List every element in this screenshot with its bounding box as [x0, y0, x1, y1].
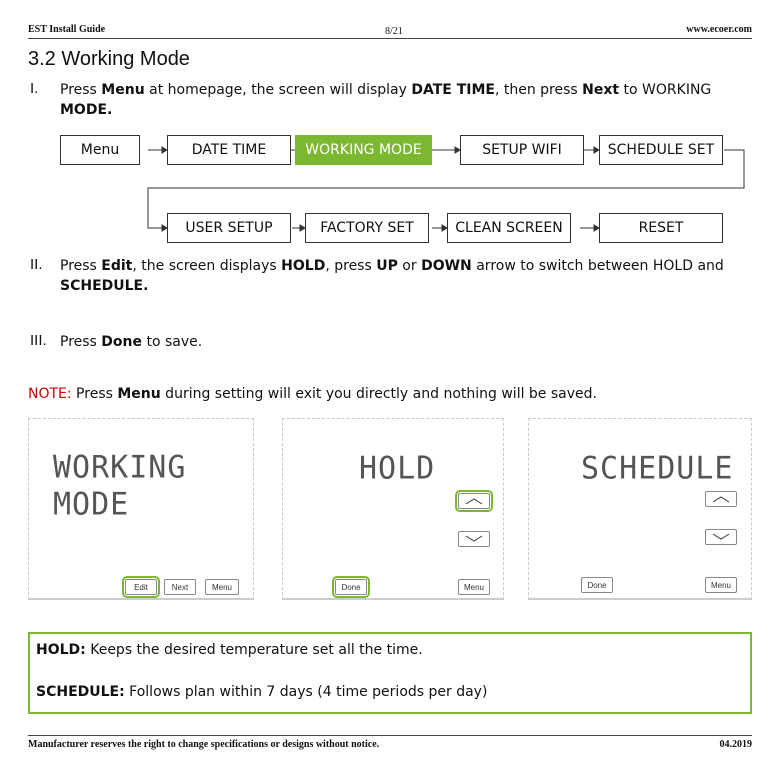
- flow-user-setup: USER SETUP: [167, 213, 291, 243]
- footer-rule: [28, 735, 752, 736]
- footer-date: 04.2019: [719, 739, 752, 750]
- chevron-up-icon: [711, 495, 731, 503]
- done-button[interactable]: Done: [335, 579, 367, 595]
- screen-working-mode: [28, 418, 254, 600]
- header-right: www.ecoer.com: [686, 24, 752, 35]
- down-arrow-button[interactable]: [705, 529, 737, 545]
- section-title: 3.2 Working Mode: [28, 48, 190, 70]
- menu-button[interactable]: Menu: [705, 577, 737, 593]
- flow-factory-set: FACTORY SET: [305, 213, 429, 243]
- screen-schedule: [528, 418, 752, 600]
- step-1-numeral: I.: [30, 80, 39, 97]
- flow-working-mode: WORKING MODE: [295, 135, 432, 165]
- step-3-numeral: III.: [30, 332, 47, 349]
- flow-setup-wifi: SETUP WIFI: [460, 135, 584, 165]
- step-1-text: Press Menu at homepage, the screen will display DATE TIME, then press Next to WORKING MODE.: [60, 82, 712, 118]
- next-button[interactable]: Next: [164, 579, 196, 595]
- step-3-text: Press Done to save.: [60, 334, 203, 350]
- note-label: NOTE:: [28, 386, 72, 402]
- flow-clean-screen: CLEAN SCREEN: [447, 213, 571, 243]
- note: NOTE: Press Menu during setting will exit you directly and nothing will be saved.: [28, 386, 597, 402]
- screen-display-text: HOLD: [359, 450, 436, 487]
- screen-display-text: SCHEDULE: [581, 450, 734, 487]
- step-2-text: Press Edit, the screen displays HOLD, press UP or DOWN arrow to switch between HOLD and SCHEDULE.: [60, 258, 724, 294]
- chevron-up-icon: [464, 497, 484, 505]
- up-arrow-button[interactable]: [705, 491, 737, 507]
- flow-menu: Menu: [60, 135, 140, 165]
- screen-hold: [282, 418, 504, 600]
- done-button[interactable]: Done: [581, 577, 613, 593]
- menu-button[interactable]: Menu: [205, 579, 239, 595]
- step-2-numeral: II.: [30, 256, 43, 273]
- down-arrow-button[interactable]: [458, 531, 490, 547]
- edit-button[interactable]: Edit: [125, 579, 157, 595]
- menu-button[interactable]: Menu: [458, 579, 490, 595]
- chevron-down-icon: [711, 533, 731, 541]
- chevron-down-icon: [464, 535, 484, 543]
- header-left: EST Install Guide: [28, 24, 106, 35]
- flow-date-time: DATE TIME: [167, 135, 291, 165]
- up-arrow-button[interactable]: [458, 493, 490, 509]
- page-number: 8/21: [385, 26, 403, 37]
- flow-reset: RESET: [599, 213, 723, 243]
- footer-disclaimer: Manufacturer reserves the right to change specifications or designs without notice.: [28, 739, 380, 750]
- definition-schedule: SCHEDULE: Follows plan within 7 days (4 time periods per day): [36, 684, 488, 700]
- definitions-box: [28, 632, 752, 714]
- flow-schedule-set: SCHEDULE SET: [599, 135, 723, 165]
- screen-display-text: WORKING MODE: [53, 449, 187, 523]
- definition-hold: HOLD: Keeps the desired temperature set all the time.: [36, 642, 423, 658]
